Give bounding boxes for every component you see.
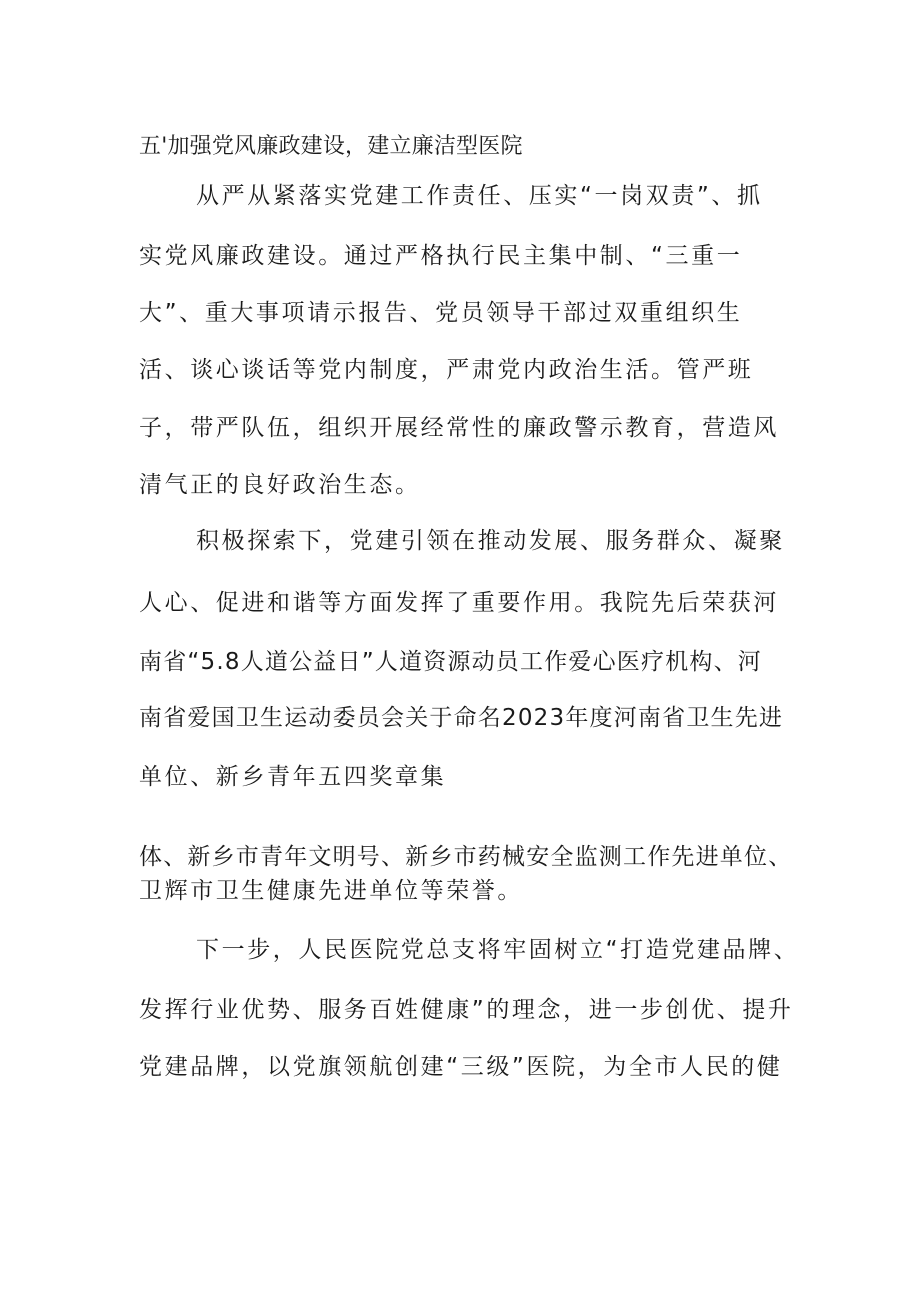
paragraph-line: 发挥行业优势、服务百姓健康”的理念，进一步创优、提升 <box>139 997 794 1023</box>
paragraph-line: 实党风廉政建设。通过严格执行民主集中制、“三重一 <box>139 243 743 269</box>
paragraph-line: 清气正的良好政治生态。 <box>139 472 421 498</box>
paragraph-line: 下一步，人民医院党总支将牢固树立“打造党建品牌、 <box>196 937 800 963</box>
paragraph-line: 子，带严队伍，组织开展经常性的廉政警示教育，营造风 <box>139 415 779 441</box>
paragraph-line: 南省“5.8人道公益日”人道资源动员工作爱心医疗机构、河 <box>139 649 763 675</box>
paragraph-line: 党建品牌，以党旗领航创建“三级”医院，为全市人民的健 <box>139 1054 783 1080</box>
paragraph-line: 人心、促进和谐等方面发挥了重要作用。我院先后荣获河 <box>139 590 779 616</box>
section-heading: 五'加强党风廉政建设，建立廉洁型医院 <box>139 134 523 159</box>
paragraph-line: 大”、重大事项请示报告、党员领导干部过双重组织生 <box>139 300 743 326</box>
paragraph-line: 卫辉市卫生健康先进单位等荣誉。 <box>139 878 523 904</box>
paragraph-line: 单位、新乡青年五四奖章集 <box>139 764 447 790</box>
paragraph-line: 体、新乡市青年文明号、新乡市药械安全监测工作先进单位、 <box>139 844 793 870</box>
paragraph-line: 积极探索下，党建引领在推动发展、服务群众、凝聚 <box>196 528 785 554</box>
paragraph-line: 活、谈心谈话等党内制度，严肃党内政治生活。管严班 <box>139 357 754 383</box>
paragraph-line: 南省爱国卫生运动委员会关于命名2023年度河南省卫生先进 <box>139 705 784 731</box>
paragraph-line: 从严从紧落实党建工作责任、压实“一岗双责”、抓 <box>196 183 763 209</box>
